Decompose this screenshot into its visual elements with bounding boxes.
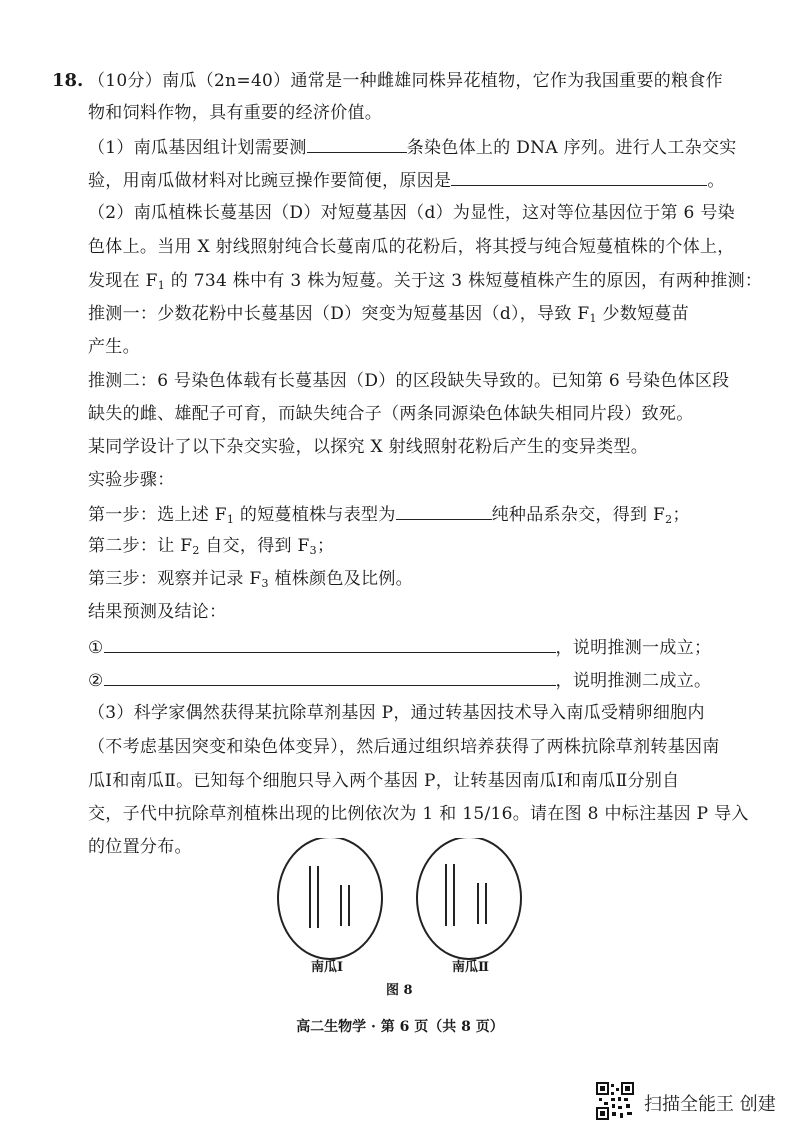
step-text: ； bbox=[672, 505, 690, 525]
part3-line-2: （不考虑基因突变和染色体变异），然后通过组织培养获得了两株抗除草剂转基因南 bbox=[88, 737, 720, 757]
figure-8-diagram bbox=[0, 838, 800, 998]
step-text: 纯种品系杂交，得到 F bbox=[491, 505, 666, 525]
step-3 bbox=[88, 568, 413, 595]
part1-text-b: 条染色体上的 DNA 序列。进行人工杂交实 bbox=[406, 138, 737, 158]
part1-line-2 bbox=[88, 168, 725, 192]
step-2 bbox=[88, 535, 334, 562]
result-1 bbox=[88, 635, 711, 659]
part1-text-d: 。 bbox=[707, 171, 725, 191]
part1-text-c: 验，用南瓜做材料对比豌豆操作要简便，原因是 bbox=[88, 171, 452, 191]
step-1 bbox=[88, 502, 690, 531]
intro-line-2: 物和饲料作物，具有重要的经济价值。 bbox=[88, 103, 383, 123]
step-text: 自交，得到 F bbox=[199, 536, 310, 556]
answer-blank-reason[interactable] bbox=[451, 168, 707, 186]
subscript: 2 bbox=[192, 544, 200, 557]
steps-title: 实验步骤： bbox=[88, 470, 175, 490]
cell-outline bbox=[417, 838, 521, 959]
answer-blank-result-2[interactable] bbox=[104, 668, 556, 686]
part3-line-1: （3）科学家偶然获得某抗除草剂基因 P，通过转基因技术导入南瓜受精卵细胞内 bbox=[88, 703, 705, 723]
watermark-text: 扫描全能王 创建 bbox=[644, 1094, 776, 1115]
label-pumpkin-1: 南瓜Ⅰ bbox=[311, 960, 344, 975]
part2-line-2: 色体上。当用 X 射线照射纯合长蔓南瓜的花粉后，将其授与纯合短蔓植株的个体上， bbox=[88, 237, 735, 257]
part2-line-4 bbox=[88, 303, 689, 330]
subscript: 2 bbox=[665, 513, 673, 526]
part2-line-7: 缺失的雌、雄配子可育，而缺失纯合子（两条同源染色体缺失相同片段）致死。 bbox=[88, 404, 694, 424]
answer-blank-result-1[interactable] bbox=[104, 635, 556, 653]
part2-line-6: 推测二：6 号染色体载有长蔓基因（D）的区段缺失导致的。已知第 6 号染色体区段 bbox=[88, 371, 730, 391]
part2-text: 的 734 株中有 3 株为短蔓。关于这 3 株短蔓植株产生的原因，有两种推测： bbox=[165, 271, 763, 291]
step-text: 第三步：观察并记录 F bbox=[88, 569, 262, 589]
step-text: 植株颜色及比例。 bbox=[268, 569, 413, 589]
result-marker: ② bbox=[88, 671, 104, 691]
subscript: 1 bbox=[157, 279, 166, 292]
part3-line-3: 瓜Ⅰ和南瓜Ⅱ。已知每个细胞只导入两个基因 P，让转基因南瓜Ⅰ和南瓜Ⅱ分别自 bbox=[88, 771, 680, 791]
answer-blank-chromosome-count[interactable] bbox=[307, 135, 407, 153]
step-text: 的短蔓植株与表型为 bbox=[234, 505, 396, 525]
result-conclusion: ，说明推测二成立。 bbox=[555, 671, 712, 691]
result-title: 结果预测及结论： bbox=[88, 602, 227, 622]
result-marker: ① bbox=[88, 638, 104, 658]
result-conclusion: ，说明推测一成立； bbox=[555, 638, 712, 658]
part2-line-1: （2）南瓜植株长蔓基因（D）对短蔓基因（d）为显性，这对等位基因位于第 6 号染 bbox=[88, 203, 735, 223]
hypothesis-1-text: 推测一：少数花粉中长蔓基因（D）突变为短蔓基因（d），导致 F bbox=[88, 304, 590, 324]
part2-text: 发现在 F bbox=[88, 271, 158, 291]
step-text: 第一步：选上述 F bbox=[88, 505, 227, 525]
cell-pumpkin-1[interactable] bbox=[278, 838, 382, 959]
qr-code-icon bbox=[596, 1082, 634, 1120]
cell-outline bbox=[278, 838, 382, 959]
step-text: ； bbox=[316, 536, 335, 556]
part2-line-3 bbox=[88, 270, 762, 297]
question-number: 18. bbox=[52, 70, 84, 91]
subscript: 1 bbox=[589, 312, 597, 325]
subscript: 3 bbox=[261, 577, 269, 590]
part1-text-a: （1）南瓜基因组计划需要测 bbox=[88, 138, 307, 158]
subscript: 1 bbox=[226, 513, 235, 526]
result-2 bbox=[88, 668, 711, 692]
answer-blank-phenotype[interactable] bbox=[396, 502, 492, 520]
figure-caption: 图 8 bbox=[386, 983, 413, 998]
subscript: 3 bbox=[309, 544, 317, 557]
part2-line-8: 某同学设计了以下杂交实验，以探究 X 射线照射花粉后产生的变异类型。 bbox=[88, 437, 649, 457]
intro-line-1: （10分）南瓜（2n=40）通常是一种雌雄同株异花植物，它作为我国重要的粮食作 bbox=[88, 71, 723, 91]
step-text: 第二步：让 F bbox=[88, 536, 193, 556]
label-pumpkin-2: 南瓜Ⅱ bbox=[452, 960, 489, 975]
hypothesis-1-text: 少数短蔓苗 bbox=[596, 304, 690, 324]
page-footer: 高二生物学 · 第 6 页（共 8 页） bbox=[296, 1019, 504, 1035]
part3-line-5: 的位置分布。 bbox=[88, 837, 192, 857]
part1-line-1 bbox=[88, 135, 737, 159]
part3-line-4: 交，子代中抗除草剂植株出现的比例依次为 1 和 15/16。请在图 8 中标注基因 P 导入 bbox=[88, 804, 749, 824]
part2-line-5: 产生。 bbox=[88, 337, 140, 357]
cell-pumpkin-2[interactable] bbox=[417, 838, 521, 959]
